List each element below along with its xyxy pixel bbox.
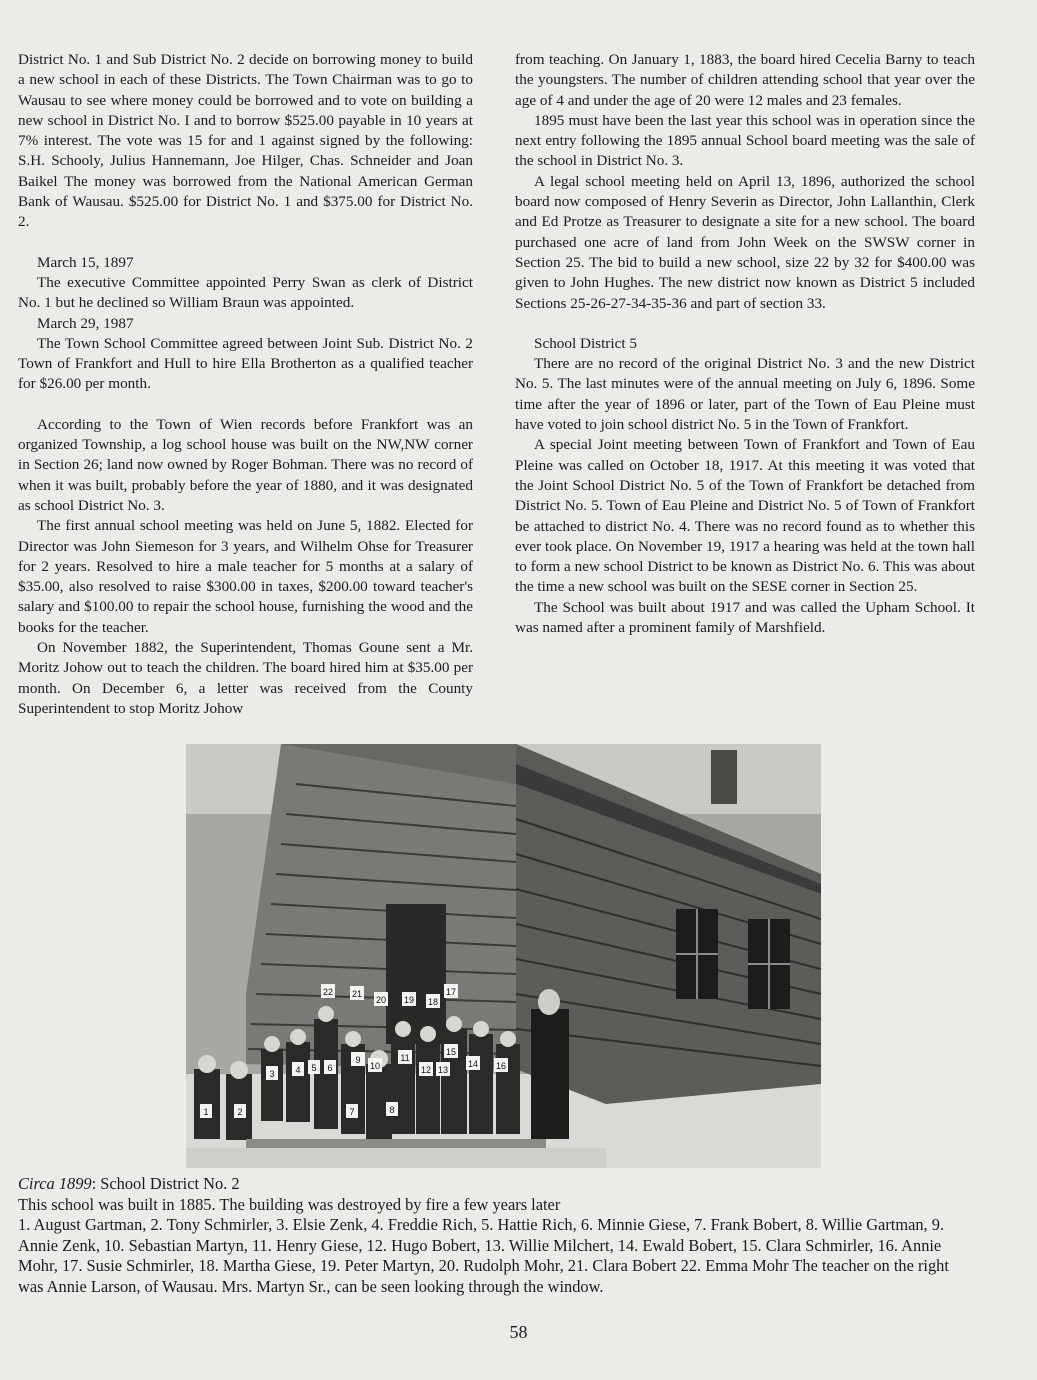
photo-number-tag: 13: [437, 1065, 449, 1075]
date-heading: March 15, 1897: [37, 253, 134, 271]
caption-title-line: [18, 1174, 978, 1195]
paragraph: The executive Committee appointed Perry Swan as clerk of District No. 1 but he declined so William Braun was appointed.: [18, 273, 473, 312]
photo-number-tag: 1: [203, 1107, 209, 1117]
page-number: 58: [509, 1322, 528, 1342]
caption-description: This school was built in 1885. The building was destroyed by fire a few years later: [18, 1194, 561, 1214]
left-column: [18, 50, 473, 719]
paragraph: The School was built about 1917 and was called the Upham School. It was named after a prominent family of Marshfield.: [515, 598, 975, 637]
photo-number-tag: 2: [237, 1107, 243, 1117]
section-heading: School District 5: [534, 334, 637, 352]
photo-number-tag: 18: [427, 997, 439, 1007]
paragraph: A legal school meeting held on April 13, 1896, authorized the school board now composed of Henry Severin as Director, John Lallanthin, Clerk and Ed Protze as Treasurer to designate a site for a new school. The board purchased one acre of land from John Week on the SWSW corner in Section 25. The bid to build a new school, size 22 by 32 for $400.00 was given to John Hughes. The new district now known as District 5 included Sections 25-26-27-34-35-36 and part of section 33.: [515, 172, 975, 312]
paragraph: On November 1882, the Superintendent, Thomas Goune sent a Mr. Moritz Johow out to teach the children. The board hired him at $35.00 per month. On December 6, a letter was received from the County Superintendent to stop Moritz Johow: [18, 639, 473, 717]
photo-number-tag: 4: [295, 1065, 301, 1075]
photo-number-tag: 3: [269, 1069, 275, 1079]
photo-number-tag: 6: [327, 1063, 333, 1073]
photo-number-tag: 19: [403, 995, 415, 1005]
photo-number-tag: 12: [420, 1065, 432, 1075]
date-heading: March 29, 1987: [37, 314, 134, 332]
photo-number-tag: 17: [445, 987, 457, 997]
caption-names: 1. August Gartman, 2. Tony Schmirler, 3. Elsie Zenk, 4. Freddie Rich, 5. Hattie Rich, 6. Minnie Giese, 7. Frank Bobert, 8. Willie Gartman, 9. Annie Zenk, 10. Sebastian Martyn, 11. Henry Giese, 12. Hugo Bobert, 13. Willie Milchert, 14. Ewald Bobert, 15. Clara Schmirler, 16. Annie Mohr, 17. Susie Schmirler, 18. Martha Giese, 19. Peter Martyn, 20. Rudolph Mohr, 21. Clara Bobert 22. Emma Mohr The teacher on the right was Annie Larson, of Wausau. Mrs. Martyn Sr., can be seen looking through the window.: [18, 1215, 949, 1296]
photo-number-tag: 14: [467, 1059, 479, 1069]
photo-number-tag: 9: [355, 1055, 361, 1065]
photo-number-tag: 10: [369, 1061, 381, 1071]
photo-number-tag: 15: [445, 1047, 457, 1057]
schoolhouse-photo: [186, 744, 821, 1168]
photo-number-tag: 11: [400, 1053, 410, 1063]
photo-number-tag: 16: [495, 1061, 507, 1071]
paragraph: 1895 must have been the last year this school was in operation since the next entry following the 1895 annual School board meeting was the sale of the school in District No. 3.: [515, 111, 975, 170]
photo-number-tag: 8: [389, 1105, 395, 1115]
photo-caption: [18, 1174, 978, 1297]
paragraph: According to the Town of Wien records before Frankfort was an organized Township, a log school house was built on the NW,NW corner in Section 26; land now owned by Roger Bohman. There was no record of when it was built, probably before the year of 1880, and it was designated as school District No. 3.: [18, 415, 473, 514]
paragraph: There are no record of the original District No. 3 and the new District No. 5. The last minutes were of the annual meeting on July 6, 1896. Some time after the year of 1896 or later, part of the Town of Eau Pleine must have voted to join school district No. 5 in the Town of Frankfort.: [515, 355, 975, 434]
caption-title: : School District No. 2: [91, 1174, 240, 1193]
photo-number-tag: 21: [351, 989, 363, 999]
photo-number-tag: 20: [375, 995, 387, 1005]
right-column: [515, 50, 975, 638]
photo-number-tag: 22: [322, 987, 334, 997]
paragraph: District No. 1 and Sub District No. 2 decide on borrowing money to build a new school in each of these Districts. The Town Chairman was to go to Wausau to see where money could be borrowed and to vote on building a new school in District No. I and to borrow $525.00 payable in 10 years at 7% interest. The vote was 15 for and 1 against signed by the following: S.H. Schooly, Julius Hannemann, Joe Hilger, Chas. Schneider and Joan Baikel The money was borrowed from the National American German Bank of Wausau. $525.00 for District No. 1 and $375.00 for District No. 2.: [18, 51, 473, 231]
caption-circa: Circa 1899: [18, 1174, 92, 1193]
paragraph: A special Joint meeting between Town of Frankfort and Town of Eau Pleine was called on October 18, 1917. At this meeting it was voted that the Joint School District No. 5 of the Town of Frankfort be detached from District No. 5. Town of Eau Pleine and District No. 5 of Town of Frankfort be attached to district No. 4. There was no record found as to whether this ever took place. On November 19, 1917 a hearing was held at the town hall to form a new school District to be known as District No. 6. This was about the time a new school was built on the SESE corner in Section 25.: [515, 436, 975, 596]
photo-number-tag: 7: [349, 1107, 355, 1117]
photo-number-tag: 5: [311, 1063, 317, 1073]
paragraph: The first annual school meeting was held on June 5, 1882. Elected for Director was John Siemeson for 3 years, and Wilhelm Ohse for Treasurer for 2 years. Resolved to hire a male teacher for 5 months at a salary of $35.00, also resolved to raise $300.00 in taxes, $200.00 toward teacher's salary and $100.00 to repair the school house, furnishing the wood and the books for the teacher.: [18, 517, 473, 636]
paragraph: from teaching. On January 1, 1883, the board hired Cecelia Barny to teach the youngsters. The number of children attending school that year over the age of 4 and under the age of 20 were 12 males and 23 females.: [515, 51, 975, 109]
paragraph: The Town School Committee agreed between Joint Sub. District No. 2 Town of Frankfort and Hull to hire Ella Brotherton as a qualified teacher for $26.00 per month.: [18, 334, 473, 393]
